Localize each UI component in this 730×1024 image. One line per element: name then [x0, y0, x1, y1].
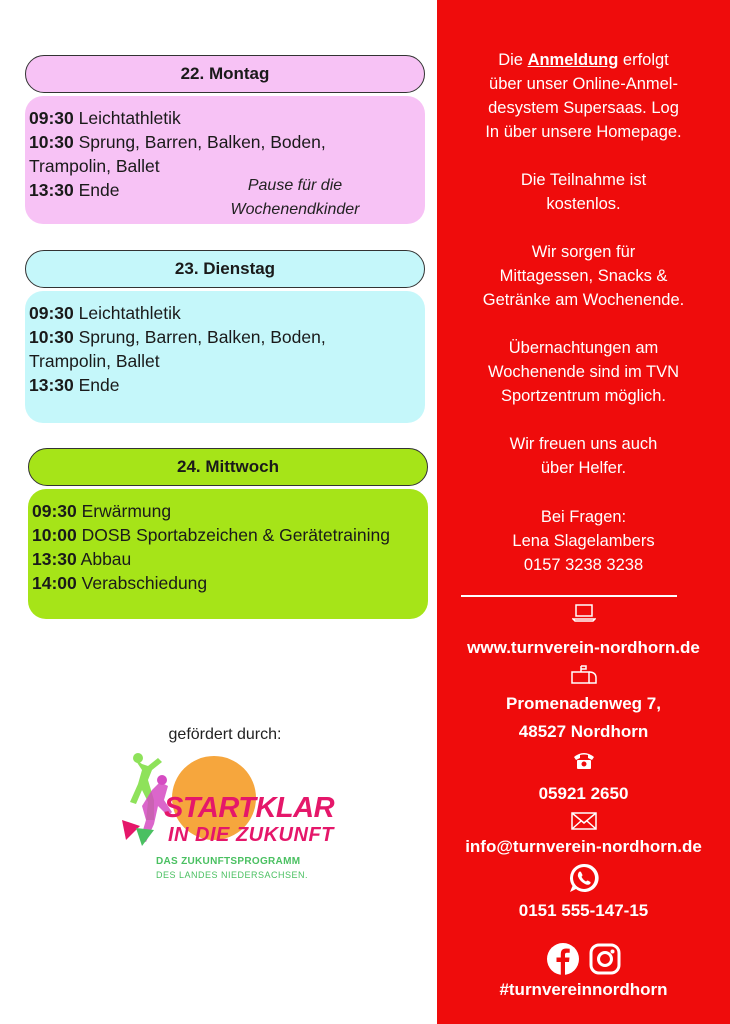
schedule-time: 09:30	[29, 108, 74, 128]
address-city: 48527 Nordhorn	[518, 722, 649, 741]
schedule-time: 13:30	[32, 549, 77, 569]
day-header-monday: 22. Montag	[25, 55, 425, 93]
schedule-row	[32, 499, 428, 523]
registration-line: In über unsere Homepage.	[485, 123, 682, 141]
schedule-row	[32, 547, 428, 571]
registration-line	[437, 48, 730, 72]
day-header-wednesday: 24. Mittwoch	[28, 448, 428, 486]
helpers-info	[437, 432, 730, 480]
schedule-activity: Ende	[73, 375, 120, 395]
sponsor-label: gefördert durch:	[168, 726, 282, 743]
schedule-time: 09:30	[32, 501, 77, 521]
contact-person-phone[interactable]: 0157 3238 3238	[523, 556, 644, 574]
schedule-row	[29, 373, 425, 397]
accommodation-line: Wochenende sind im TVN	[487, 363, 680, 381]
free-info	[437, 168, 730, 216]
schedule-row	[29, 106, 425, 130]
schedule-activity: Trampolin, Ballet	[29, 351, 160, 371]
schedule-row	[32, 571, 428, 595]
schedule-time: 09:30	[29, 303, 74, 323]
schedule-activity: Leichtathletik	[73, 303, 181, 323]
accommodation-line: Sportzentrum möglich.	[500, 387, 667, 405]
contact-person-name: Lena Slagelambers	[512, 532, 655, 550]
pause-note-line: Wochenendkinder	[230, 201, 360, 218]
schedule-time: 10:30	[29, 327, 74, 347]
address-street: Promenadenweg 7,	[506, 694, 661, 713]
schedule-row	[29, 130, 425, 154]
registration-info	[437, 48, 730, 144]
schedule-activity: Abbau	[76, 549, 132, 569]
food-info-line: Mittagessen, Snacks &	[499, 267, 668, 285]
registration-text: erfolgt	[618, 51, 669, 69]
questions-line: Bei Fragen:	[540, 508, 627, 526]
schedule-time: 13:30	[29, 180, 74, 200]
schedule-activity: Sprung, Barren, Balken, Boden,	[73, 327, 326, 347]
schedule-time: 10:30	[29, 132, 74, 152]
phone-icon	[437, 749, 730, 771]
startklar-logo	[112, 750, 352, 890]
facebook-icon[interactable]	[546, 942, 580, 976]
schedule-activity: Sprung, Barren, Balken, Boden,	[73, 132, 326, 152]
info-panel	[437, 0, 730, 1024]
pause-note-line: Pause für die	[247, 177, 343, 194]
schedule-activity: Leichtathletik	[73, 108, 181, 128]
whatsapp-number[interactable]: 0151 555-147-15	[518, 901, 649, 920]
instagram-icon[interactable]	[588, 942, 622, 976]
pause-note	[215, 174, 375, 222]
helpers-line: Wir freuen uns auch	[509, 435, 658, 453]
email-link[interactable]: info@turnverein-nordhorn.de	[465, 837, 702, 856]
questions-info	[437, 505, 730, 577]
free-info-line: Die Teilnahme ist	[520, 171, 647, 189]
schedule-activity: Verabschiedung	[76, 573, 208, 593]
divider-line	[461, 595, 677, 597]
schedule-row	[29, 325, 425, 349]
food-info-line: Wir sorgen für	[531, 243, 636, 261]
schedule-time: 14:00	[32, 573, 77, 593]
schedule-time: 10:00	[32, 525, 77, 545]
registration-line: über unser Online-Anmel-	[489, 75, 678, 93]
registration-line: desystem Supersaas. Log	[488, 99, 679, 117]
social-icons	[437, 942, 730, 976]
registration-link[interactable]: Anmeldung	[527, 51, 619, 69]
registration-text: Die	[498, 51, 528, 69]
accommodation-info	[437, 336, 730, 408]
schedule-activity: Trampolin, Ballet	[29, 156, 160, 176]
schedule-row	[29, 349, 425, 373]
day-schedule-tuesday	[25, 291, 425, 423]
schedule-row	[29, 301, 425, 325]
hashtag[interactable]: #turnvereinnordhorn	[499, 980, 668, 999]
logo-text-land: DES LANDES NIEDERSACHSEN.	[156, 870, 309, 880]
whatsapp-icon[interactable]	[437, 862, 730, 894]
schedule-time: 13:30	[29, 375, 74, 395]
phone-number[interactable]: 05921 2650	[538, 784, 629, 803]
schedule-activity: DOSB Sportabzeichen & Gerätetraining	[76, 525, 390, 545]
food-info	[437, 240, 730, 312]
schedule-activity: Erwärmung	[76, 501, 172, 521]
day-schedule-wednesday	[28, 489, 428, 619]
schedule-row	[32, 523, 428, 547]
website-link[interactable]: www.turnverein-nordhorn.de	[467, 638, 700, 657]
day-header-tuesday: 23. Dienstag	[25, 250, 425, 288]
logo-text-startklar: STARTKLAR	[164, 792, 335, 824]
schedule-activity: Ende	[73, 180, 120, 200]
logo-text-programm: DAS ZUKUNFTSPROGRAMM	[156, 856, 301, 867]
mailbox-icon	[437, 664, 730, 686]
laptop-icon	[437, 603, 730, 623]
food-info-line: Getränke am Wochenende.	[482, 291, 685, 309]
helpers-line: über Helfer.	[540, 459, 627, 477]
free-info-line: kostenlos.	[546, 195, 621, 213]
logo-text-zukunft: IN DIE ZUKUNFT	[168, 824, 334, 846]
envelope-icon	[437, 811, 730, 831]
accommodation-line: Übernachtungen am	[508, 339, 659, 357]
